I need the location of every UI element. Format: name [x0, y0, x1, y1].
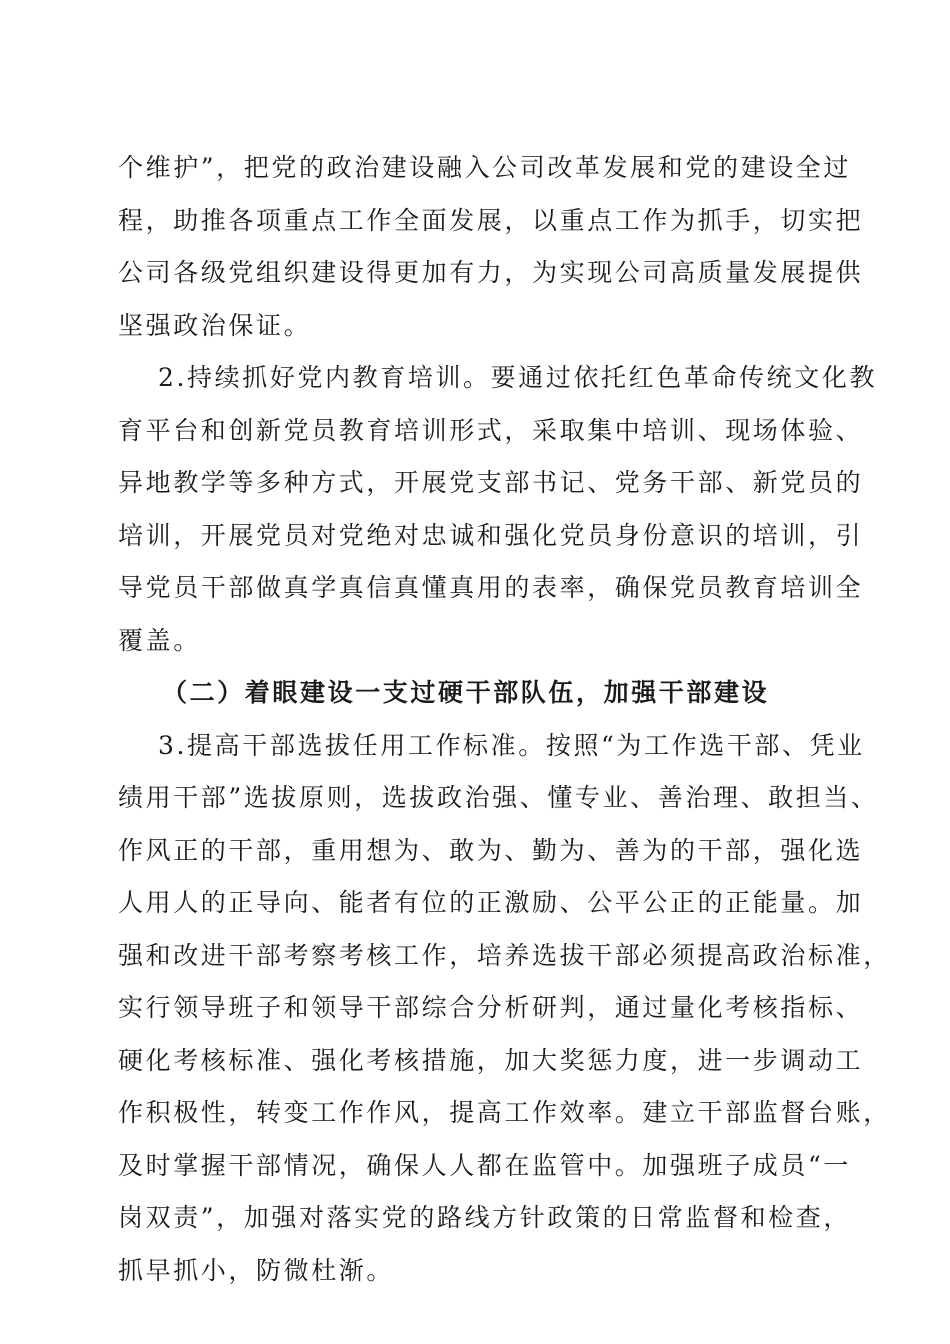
document-body — [118, 142, 891, 1297]
paragraph-line: 异地教学等多种方式，开展党支部书记、党务干部、新党员的 — [118, 468, 864, 497]
section-heading: （二）着眼建设一支过硬干部队伍，加强干部建设 — [162, 678, 770, 707]
paragraph-line: 3.提高干部选拔任用工作标准。按照“为工作选干部、凭业 — [158, 730, 865, 760]
paragraph-line: 强和改进干部考察考核工作，培养选拔干部必须提高政治标准， — [118, 940, 891, 970]
paragraph-line: 培训，开展党员对党绝对忠诚和强化党员身份意识的培训，引 — [118, 520, 864, 550]
paragraph-line: 岗双责”，加强对落实党的路线方针政策的日常监督和检查， — [118, 1203, 851, 1232]
paragraph-line: 抓早抓小，防微杜渐。 — [118, 1255, 395, 1285]
paragraph-line: 实行领导班子和领导干部综合分析研判，通过量化考核指标、 — [118, 993, 864, 1022]
paragraph-line: 育平台和创新党员教育培训形式，采取集中培训、现场体验、 — [118, 415, 864, 445]
paragraph-line: 程，助推各项重点工作全面发展，以重点工作为抓手，切实把 — [118, 205, 864, 235]
paragraph-line: 硬化考核标准、强化考核措施，加大奖惩力度，进一步调动工 — [118, 1045, 864, 1075]
paragraph-line: 人用人的正导向、能者有位的正激励、公平公正的正能量。加 — [118, 888, 864, 917]
paragraph-line: 覆盖。 — [118, 625, 201, 655]
paragraph-line: 及时掌握干部情况，确保人人都在监管中。加强班子成员“一 — [118, 1150, 851, 1180]
paragraph-line: 公司各级党组织建设得更加有力，为实现公司高质量发展提供 — [118, 258, 864, 287]
paragraph-line: 导党员干部做真学真信真懂真用的表率，确保党员教育培训全 — [118, 573, 864, 602]
paragraph-line: 绩用干部”选拔原则，选拔政治强、懂专业、善治理、敢担当、 — [118, 783, 879, 812]
paragraph-line: 个维护”，把党的政治建设融入公司改革发展和党的建设全过 — [118, 153, 851, 182]
paragraph-line: 作积极性，转变工作作风，提高工作效率。建立干部监督台账， — [118, 1098, 891, 1127]
paragraph-line: 2.持续抓好党内教育培训。要通过依托红色革命传统文化教 — [158, 363, 878, 392]
paragraph-line: 坚强政治保证。 — [118, 310, 312, 340]
paragraph-line: 作风正的干部，重用想为、敢为、勤为、善为的干部，强化选 — [118, 835, 864, 865]
